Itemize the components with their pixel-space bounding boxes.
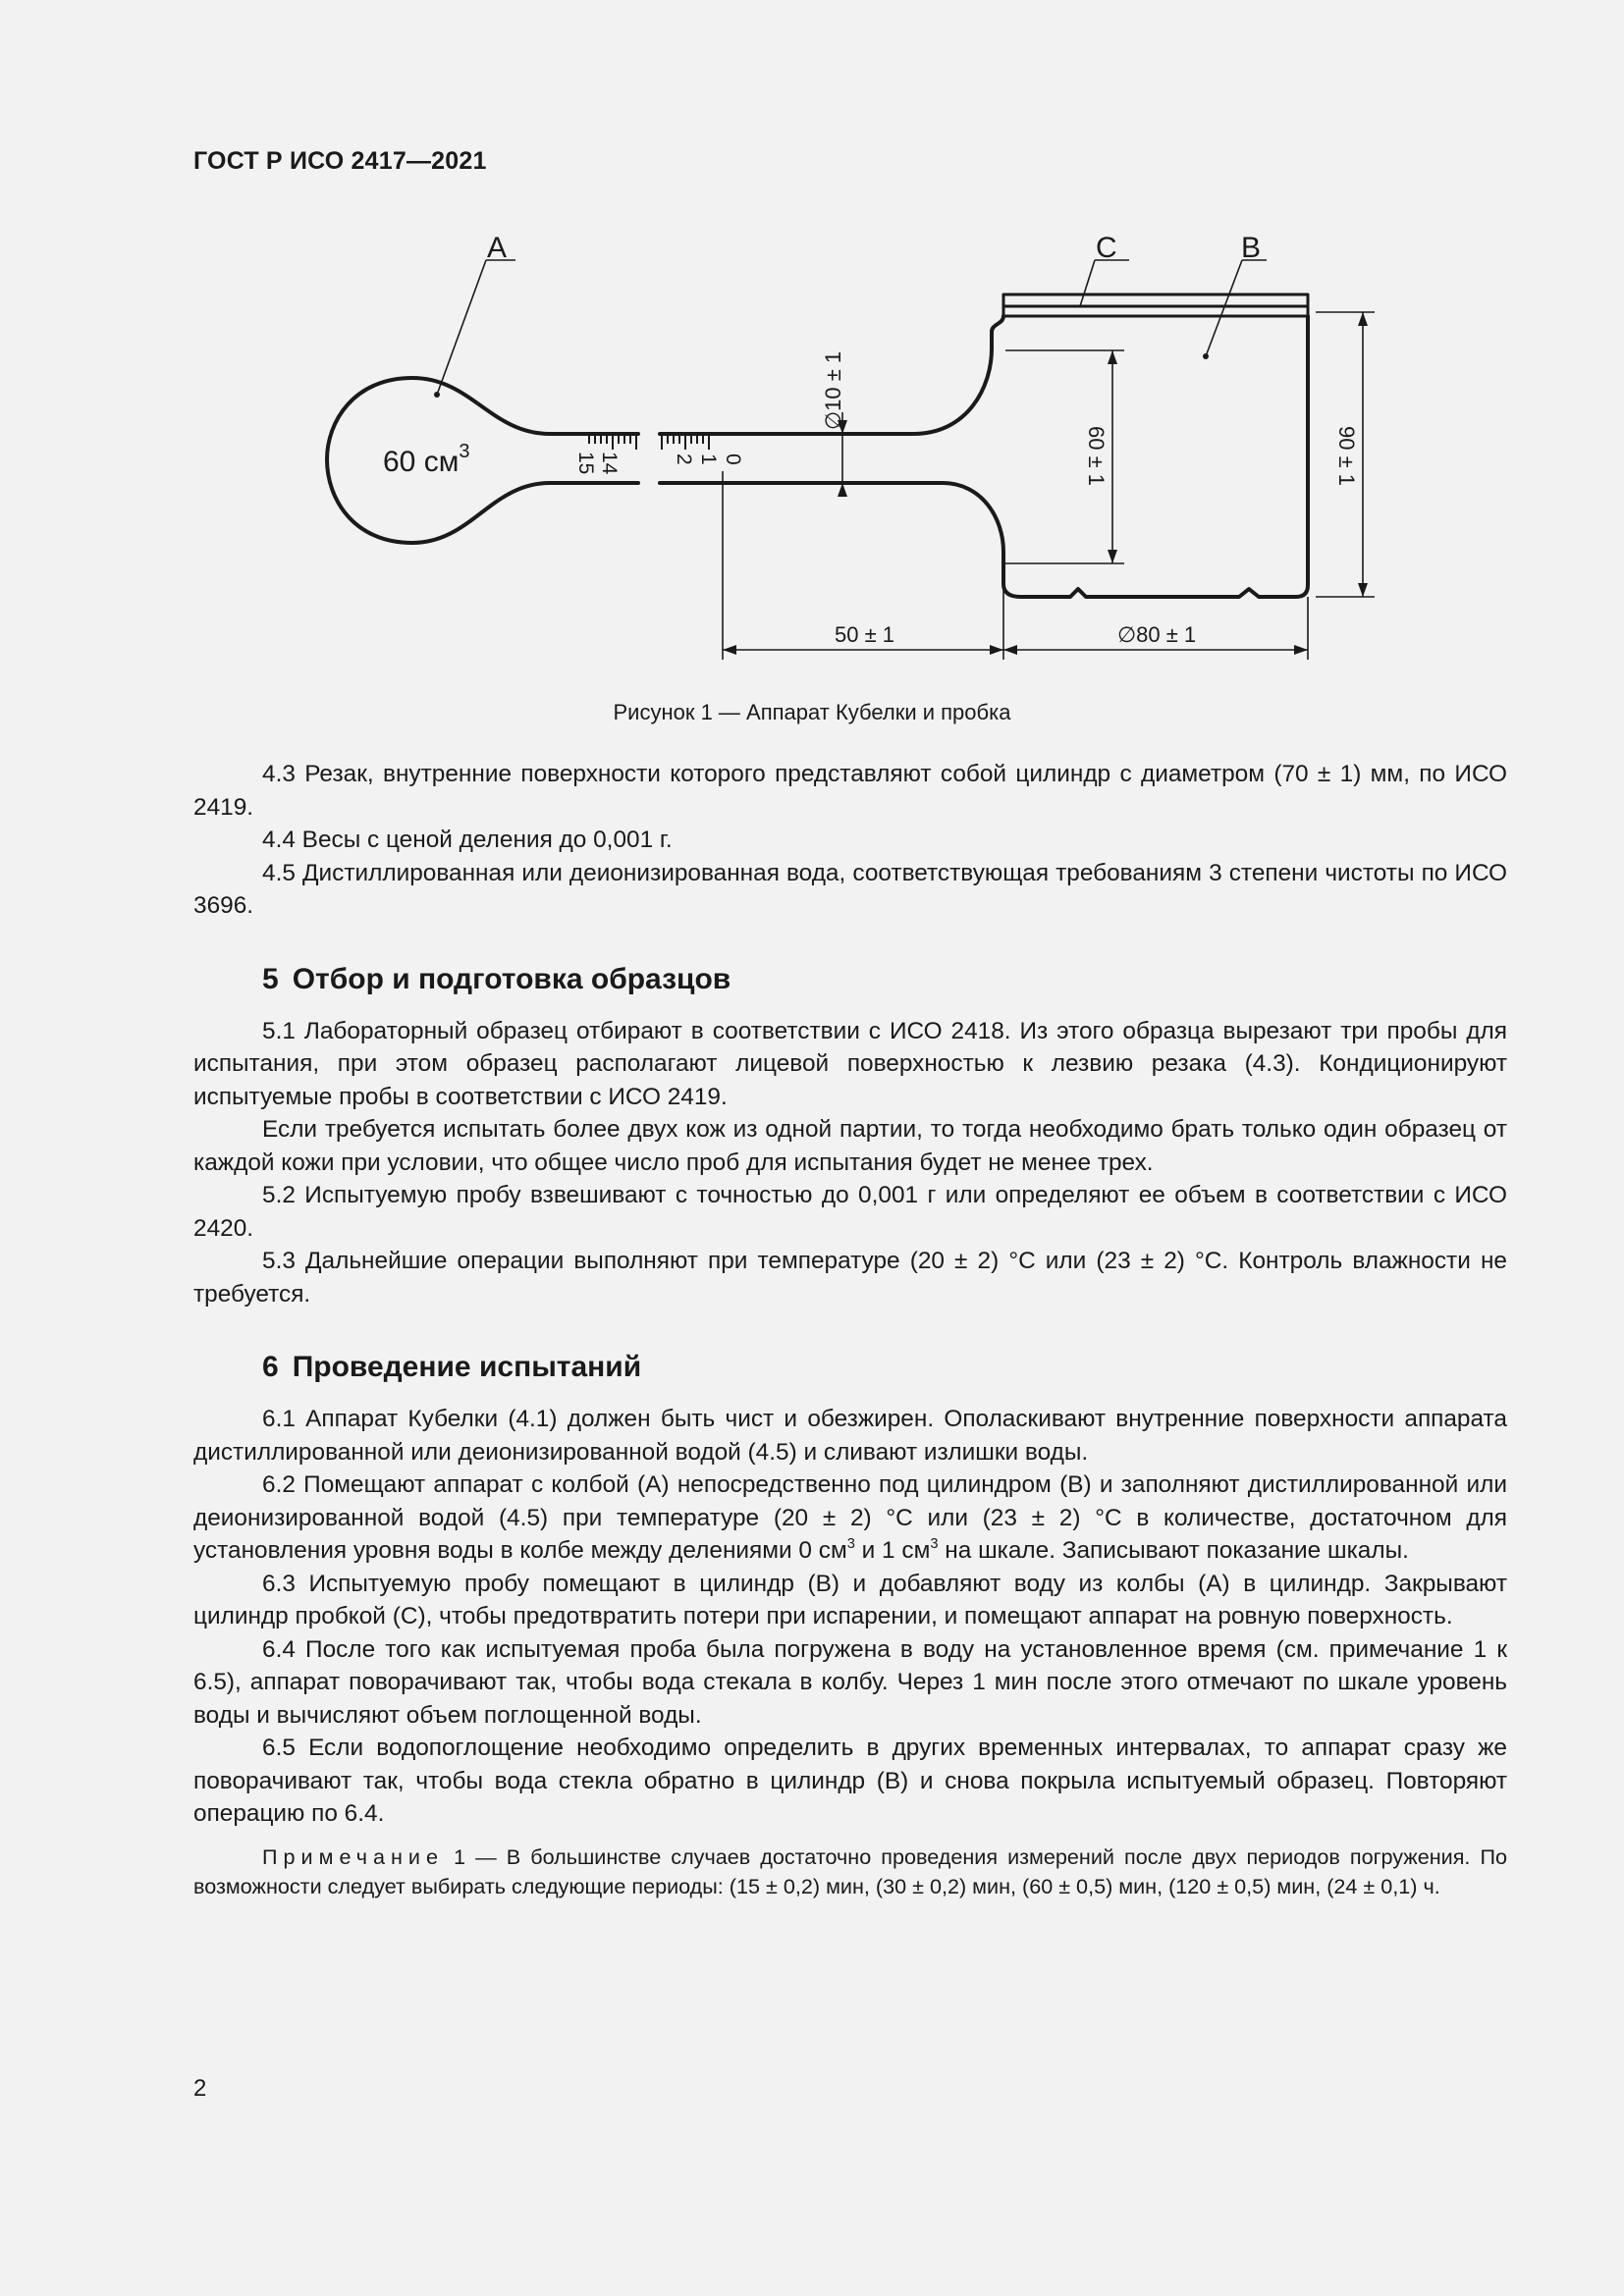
paragraph-6-5: 6.5 Если водопоглощение необходимо определить в других временных интервалах, то аппарат сразу же поворачивают так, чтобы вода стекла обратно в цилиндр (В) и снова покрыла испытуемый образец. Повторяют операцию по 6.4. [193,1735,1507,1827]
note-label: Примечание [262,1843,444,1869]
paragraph-4-4: 4.4 Весы с ценой деления до 0,001 г. [262,827,673,853]
dot-b [1203,353,1209,359]
paragraph-4-3: 4.3 Резак, внутренние поверхности которого представляют собой цилиндр с диаметром (70 ± 1) мм, по ИСО 2419. [193,761,1507,821]
p62-part-c: на шкале. Записывают показание шкалы. [938,1537,1409,1564]
note-1 [193,1842,1507,1901]
leader-c [1080,260,1095,306]
p62-sup-2: 3 [930,1535,939,1552]
dim-length: 50 ± 1 [835,622,895,647]
paragraph-5-1: 5.1 Лабораторный образец отбирают в соответствии с ИСО 2418. Из этого образца вырезают три пробы для испытания, при этом образец располагают лицевой поверхностью к лезвию резака (4.3). Кондиционируют испытуемые пробы в соответствии с ИСО 2419. [193,1017,1507,1110]
page-number: 2 [193,2075,207,2102]
tube-lower [660,316,1308,597]
section-5-title: Отбор и подготовка образцов [292,962,731,995]
scale-left [587,434,638,450]
scale-label-1: 1 [697,454,720,465]
leader-a [437,260,486,395]
paragraph-5-3: 5.3 Дальнейшие операции выполняют при температуре (20 ± 2) °С или (23 ± 2) °С. Контроль влажности не требуется. [193,1248,1507,1308]
paragraph-6-3: 6.3 Испытуемую пробу помещают в цилиндр (В) и добавляют воду из колбы (А) в цилиндр. Закрывают цилиндр пробкой (С), чтобы предотвратить потери при испарении, и помещают аппарат на ровную поверхность. [193,1570,1507,1629]
figure-caption: Рисунок 1 — Аппарат Кубелки и пробка [613,700,1011,724]
dim-height-outer: 90 ± 1 [1334,426,1359,487]
scale-label-15: 15 [574,452,597,475]
paragraph-4-5: 4.5 Дистиллированная или деионизированная вода, соответствующая требованиям 3 степени чистоты по ИСО 3696. [193,859,1507,919]
dim-diameter: ∅80 ± 1 [1117,622,1197,647]
scale-label-14: 14 [598,452,621,475]
flask-volume-sup: 3 [459,441,470,462]
flask-volume-text: 60 см [383,446,460,478]
document-body [193,758,1507,1922]
scale-label-0: 0 [722,454,744,465]
figure-kubelka-apparatus [0,196,1624,746]
paragraph-6-2 [193,1468,1507,1568]
section-5-number: 5 [262,962,279,995]
p62-part-b: и 1 см [854,1537,931,1564]
paragraph-5-1-b: Если требуется испытать более двух кож из одной партии, то тогда необходимо брать только один образец от каждой кожи при условии, что общее число проб для испытания будет не менее трех. [193,1116,1507,1176]
p62-part-a: 6.2 Помещают аппарат с колбой (А) непосредственно под цилиндром (В) и заполняют дистиллированной или деионизированной водой (4.5) при температуре (20 ± 2) °С или (23 ± 2) °С в количестве, достаточном для установления уровня воды в колбе между делениями 0 см [193,1471,1507,1564]
paragraph-6-4: 6.4 После того как испытуемая проба была погружена в воду на установленное время (см. примечание 1 к 6.5), аппарат поворачивают так, чтобы вода стекала в колбу. Через 1 мин после этого отмечают по шкале уровень воды и вычисляют объем поглощенной воды. [193,1635,1507,1729]
dim-height-inner: 60 ± 1 [1084,426,1109,487]
flask-volume [383,441,469,478]
section-5-heading [262,960,1507,999]
section-6-number: 6 [262,1351,279,1383]
dot-a [434,392,440,398]
section-6-heading [262,1348,1507,1387]
label-b: B [1241,232,1262,264]
scale-right [662,434,709,450]
paragraph-5-2: 5.2 Испытуемую пробу взвешивают с точностью до 0,001 г или определяют ее объем в соответствии с ИСО 2420. [193,1182,1507,1242]
paragraph-6-1: 6.1 Аппарат Кубелки (4.1) должен быть чист и обезжирен. Ополаскивают внутренние поверхности аппарата дистиллированной или деионизированной водой (4.5) и сливают излишки воды. [193,1406,1507,1466]
dim-neck: ∅10 ± 1 [821,350,845,430]
scale-label-2: 2 [673,454,695,465]
leader-b [1206,260,1242,356]
label-a: A [487,232,508,264]
note-text: 1 — В большинстве случаев достаточно проведения измерений после двух периодов погружения. По возможности следует выбирать следующие периоды: (15 ± 0,2) мин, (30 ± 0,2) мин, (60 ± 0,5) мин, (120 ± 0,5) мин, (24 ± 0,1) ч. [193,1843,1507,1898]
label-c: C [1096,232,1117,264]
section-6-title: Проведение испытаний [292,1351,642,1383]
document-header: ГОСТ Р ИСО 2417—2021 [193,147,487,175]
p62-sup-1: 3 [846,1535,855,1552]
apparatus-drawing [0,196,1624,746]
